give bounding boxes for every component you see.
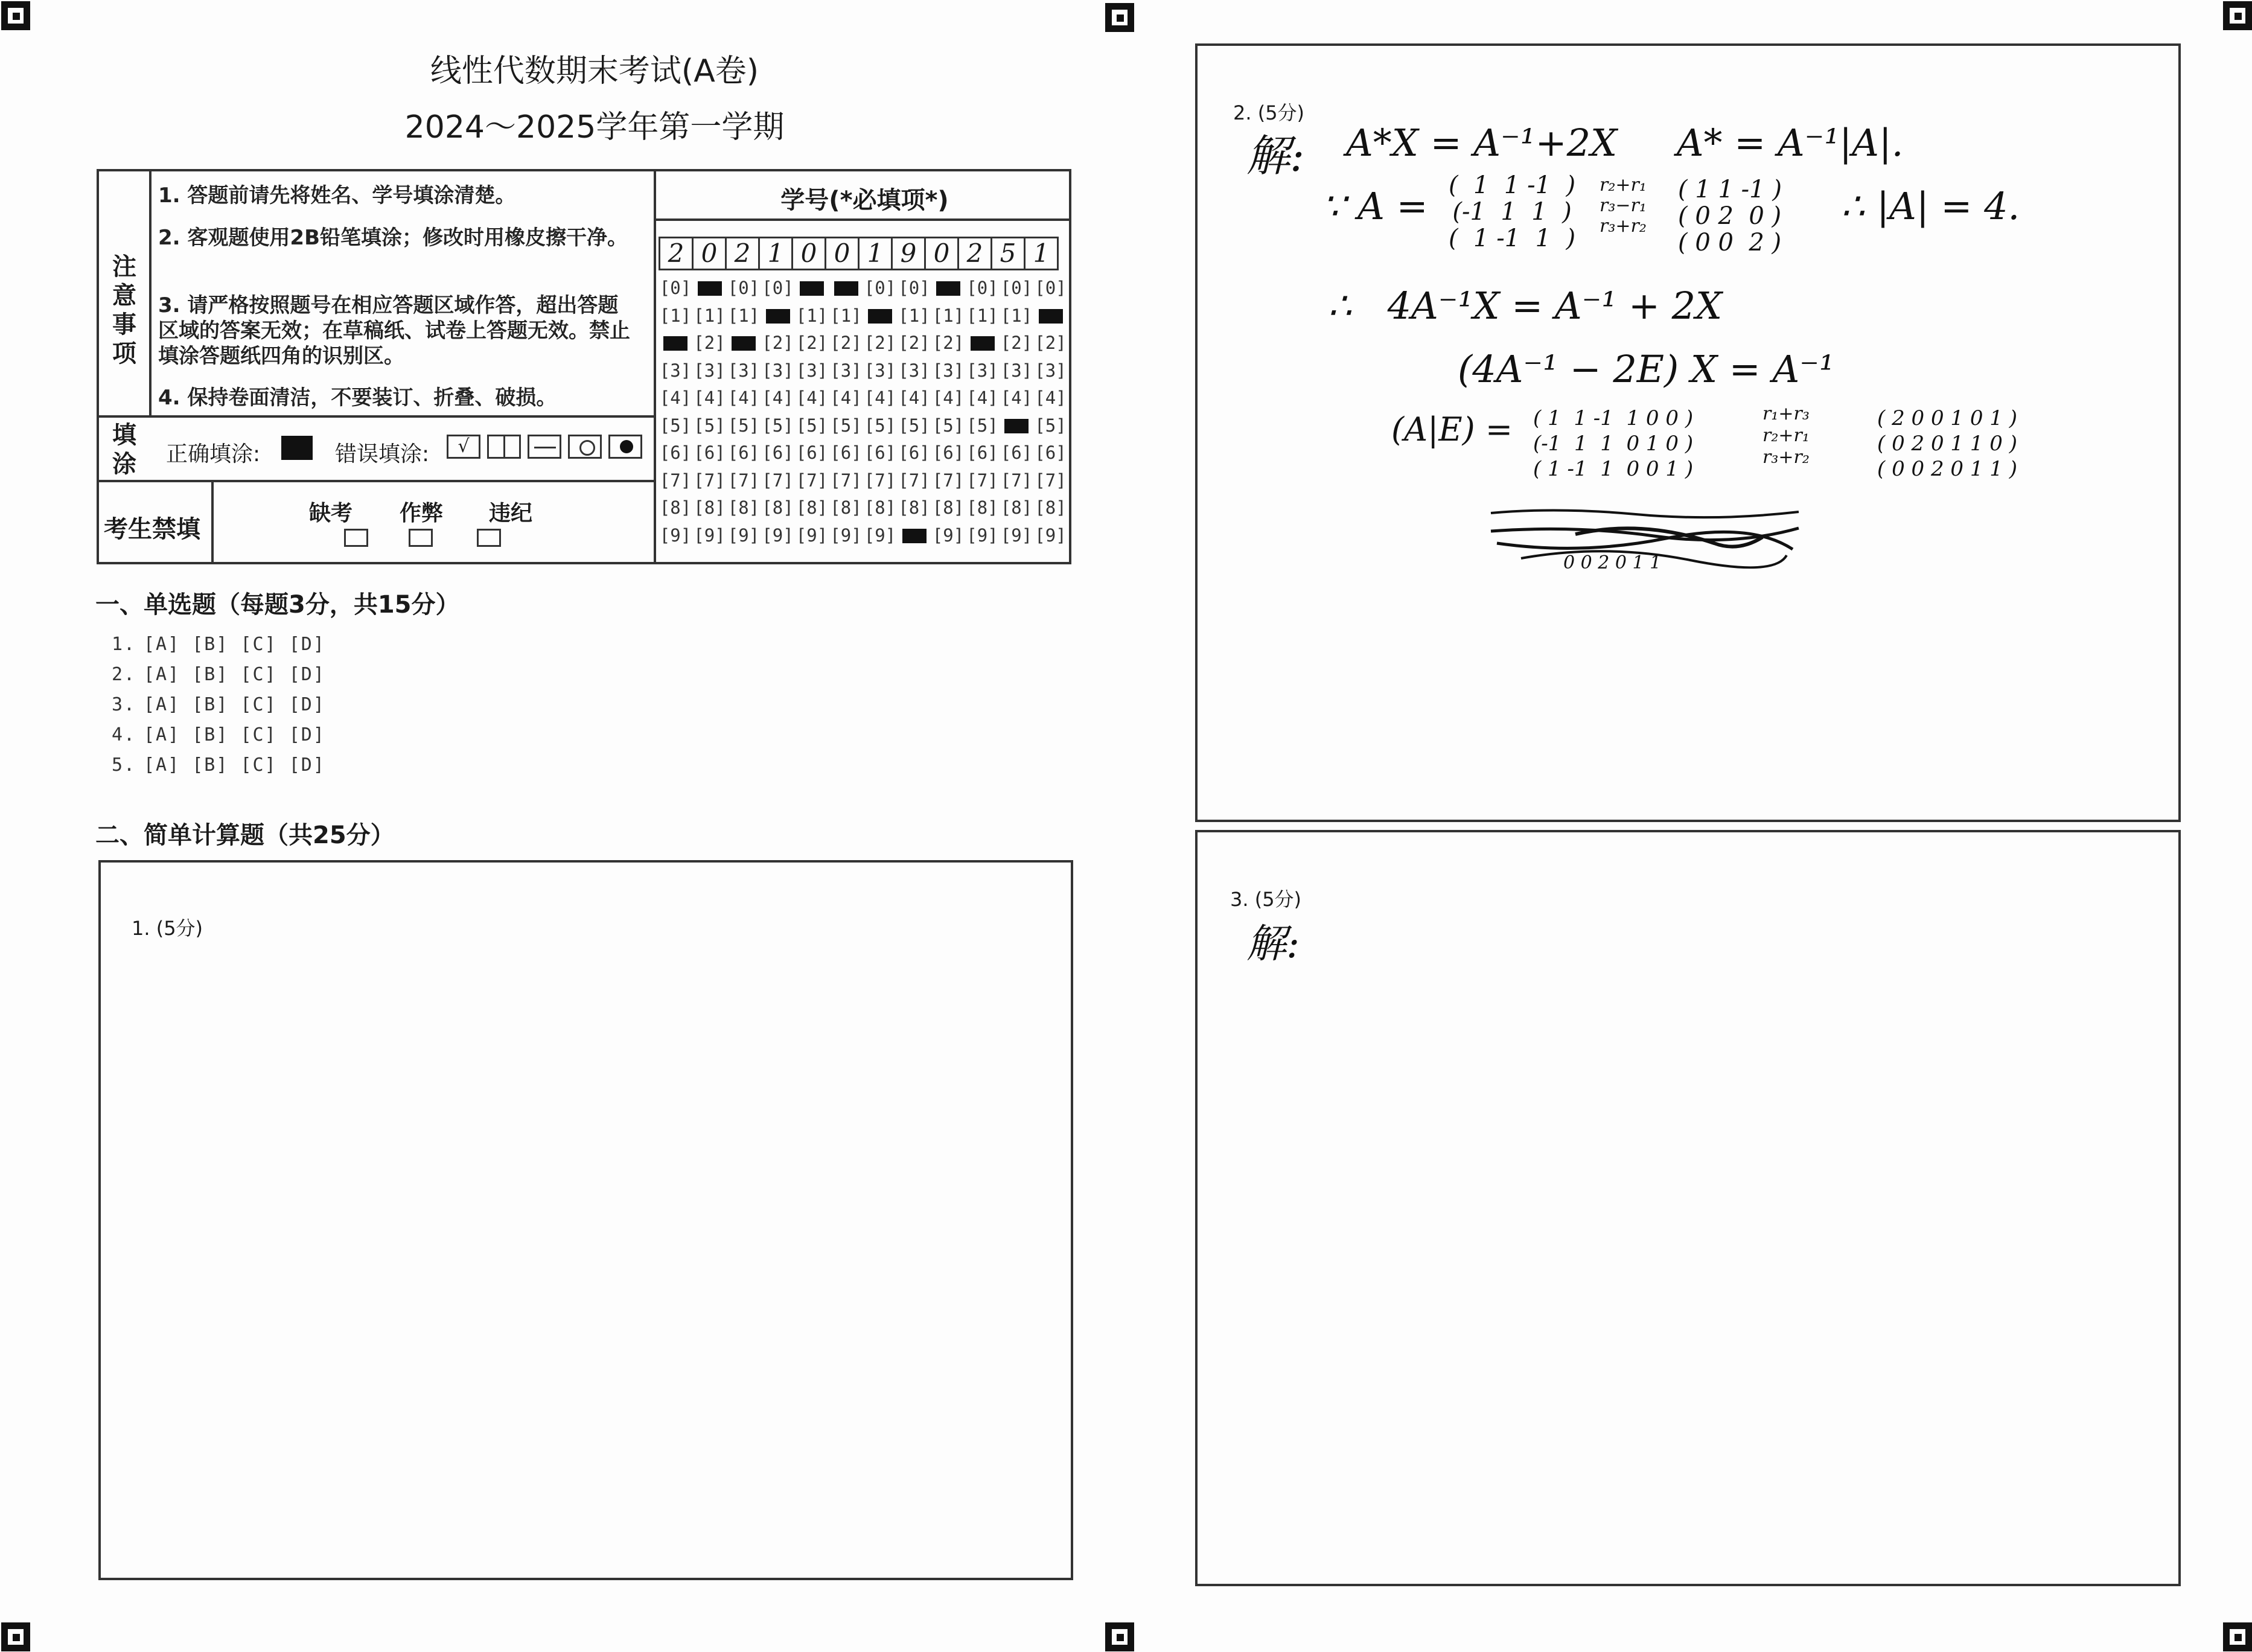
id-bubble[interactable]: [7] [1000, 470, 1033, 491]
notice-item-4: 4. 保持卷面清洁，不要装订、折叠、破损。 [158, 386, 557, 410]
id-bubble[interactable]: [7] [694, 470, 726, 491]
student-id-digit: 1 [1026, 238, 1059, 269]
id-bubble[interactable] [727, 333, 761, 353]
id-bubble[interactable]: [5] [796, 415, 828, 436]
id-bubble[interactable] [829, 278, 863, 298]
id-bubble[interactable]: [8] [898, 497, 930, 518]
id-bubble[interactable]: [0] [1000, 278, 1033, 298]
id-bubble[interactable]: [3] [727, 360, 760, 381]
mcq-options[interactable]: [A] [B] [C] [D] [144, 694, 325, 715]
id-bubble[interactable]: [5] [830, 415, 862, 436]
id-bubble[interactable]: [1] [932, 305, 965, 326]
prohibited-heading: 考生禁填 [104, 515, 200, 543]
id-bubble[interactable]: [5] [966, 415, 998, 436]
id-bubble[interactable]: [0] [1035, 278, 1067, 298]
mcq-number: 3. [112, 694, 136, 715]
id-bubble[interactable] [659, 333, 692, 353]
id-bubble[interactable]: [1] [796, 305, 828, 326]
id-bubble[interactable]: [7] [864, 470, 896, 491]
id-bubble[interactable]: [9] [659, 525, 692, 546]
q2-hw-row-ops-1: r₂+r₁ r₃−r₁ r₃+r₂ [1600, 174, 1647, 237]
id-bubble[interactable]: [9] [762, 525, 794, 546]
id-bubble[interactable]: [6] [864, 442, 896, 463]
id-bubble[interactable]: [4] [898, 387, 930, 408]
id-bubble[interactable]: [8] [796, 497, 828, 518]
correct-fill-sample [281, 436, 313, 460]
corner-marker-bottom-right [2223, 1622, 2252, 1651]
student-id-heading: 学号(*必填项*) [780, 187, 949, 214]
id-bubble[interactable]: [8] [932, 497, 965, 518]
q3-solution-mark: 解: [1246, 920, 1300, 967]
id-bubble[interactable]: [9] [1035, 525, 1067, 546]
id-bubble[interactable]: [0] [762, 278, 794, 298]
check-mark-sample: √ [447, 435, 480, 459]
id-bubble[interactable]: [5] [898, 415, 930, 436]
id-bubble[interactable] [1034, 305, 1068, 326]
id-bubble[interactable]: [4] [727, 387, 760, 408]
correct-fill-label: 正确填涂: [166, 442, 261, 467]
absent-checkbox[interactable] [344, 529, 368, 547]
mcq-number: 1. [112, 634, 136, 655]
student-id-digit: 0 [793, 238, 826, 269]
id-bubble[interactable]: [3] [932, 360, 965, 381]
id-bubble[interactable]: [5] [762, 415, 794, 436]
dot-sample [608, 435, 642, 459]
student-id-digit: 2 [959, 238, 992, 269]
notice-item-2: 2. 客观题使用2B铅笔填涂；修改时用橡皮擦干净。 [158, 226, 628, 250]
id-bubble[interactable]: [1] [830, 305, 862, 326]
id-bubble[interactable]: [8] [966, 497, 998, 518]
id-bubble[interactable]: [6] [932, 442, 965, 463]
id-bubble[interactable]: [9] [796, 525, 828, 546]
student-id-digit: 2 [727, 238, 760, 269]
notice-heading: 注 意 事 项 [112, 253, 136, 368]
id-bubble[interactable]: [4] [932, 387, 965, 408]
id-bubble[interactable]: [8] [864, 497, 896, 518]
section2-title: 二、简单计算题（共25分） [95, 821, 395, 849]
student-id-digit: 2 [660, 238, 694, 269]
corner-marker-bottom-center [1105, 1622, 1134, 1651]
id-bubble[interactable] [966, 333, 1000, 353]
id-bubble[interactable]: [3] [966, 360, 998, 381]
id-bubble[interactable]: [6] [796, 442, 828, 463]
id-bubble[interactable]: [6] [830, 442, 862, 463]
id-bubble[interactable]: [8] [1035, 497, 1067, 518]
id-bubble[interactable]: [8] [762, 497, 794, 518]
mcq-number: 2. [112, 664, 136, 685]
q2-hw-matrix-a: ( 1 1 -1 ) (-1 1 1 ) ( 1 -1 1 ) [1449, 171, 1576, 252]
id-bubble[interactable]: [1] [727, 305, 760, 326]
q2-hw-row-ops-2: r₁+r₃ r₂+r₁ r₃+r₂ [1762, 403, 1810, 468]
id-bubble[interactable]: [4] [966, 387, 998, 408]
id-bubble[interactable]: [3] [864, 360, 896, 381]
id-bubble[interactable]: [6] [898, 442, 930, 463]
id-bubble[interactable]: [6] [966, 442, 998, 463]
q2-solution-mark: 解: [1246, 130, 1305, 181]
mcq-options[interactable]: [A] [B] [C] [D] [144, 664, 325, 685]
id-bubble[interactable]: [9] [864, 525, 896, 546]
id-bubble[interactable]: [5] [694, 415, 726, 436]
id-bubble[interactable]: [4] [830, 387, 862, 408]
id-bubble[interactable]: [2] [1000, 333, 1033, 353]
q2-hw-matrix-reduced: ( 1 1 -1 ) ( 0 2 0 ) ( 0 0 2 ) [1678, 176, 1782, 257]
q1-label: 1. (5分) [132, 917, 203, 940]
id-bubble[interactable]: [3] [1035, 360, 1067, 381]
id-bubble[interactable]: [7] [796, 470, 828, 491]
id-bubble[interactable]: [7] [966, 470, 998, 491]
student-id-digit: 0 [926, 238, 959, 269]
student-id-digit: 1 [760, 238, 793, 269]
mcq-options[interactable]: [A] [B] [C] [D] [144, 754, 325, 776]
svg-text:0 0 2 0 1 1: 0 0 2 0 1 1 [1563, 552, 1662, 573]
exam-term: 2024～2025学年第一学期 [404, 109, 785, 145]
fill-heading: 填 涂 [112, 421, 136, 478]
id-bubble[interactable]: [6] [762, 442, 794, 463]
corner-marker-top-right [2223, 1, 2252, 30]
student-id-digit: 5 [992, 238, 1026, 269]
id-bubble[interactable]: [1] [694, 305, 726, 326]
q2-hw-line-2: ∵ A = [1322, 184, 1428, 228]
exam-title: 线性代数期末考试(A卷) [430, 53, 759, 89]
id-bubble[interactable]: [6] [727, 442, 760, 463]
q2-hw-augmented-matrix: ( 1 1 -1 1 0 0 ) (-1 1 1 0 1 0 ) ( 1 -1 1 0 0 1 ) [1533, 406, 1694, 481]
id-bubble[interactable]: [8] [659, 497, 692, 518]
cheating-checkbox[interactable] [409, 529, 433, 547]
id-bubble[interactable]: [5] [1035, 415, 1067, 436]
cheating-label: 作弊 [400, 501, 444, 526]
id-bubble[interactable]: [4] [1000, 387, 1033, 408]
id-bubble[interactable]: [2] [796, 333, 828, 353]
id-bubble[interactable]: [6] [659, 442, 692, 463]
id-bubble[interactable]: [5] [932, 415, 965, 436]
mcq-options[interactable]: [A] [B] [C] [D] [144, 724, 325, 745]
id-bubble[interactable]: [1] [898, 305, 930, 326]
id-bubble[interactable]: [2] [864, 333, 896, 353]
id-bubble[interactable]: [5] [727, 415, 760, 436]
id-bubble[interactable]: [2] [694, 333, 726, 353]
id-bubble[interactable]: [7] [830, 470, 862, 491]
student-id-bubble-grid [659, 278, 1069, 555]
id-bubble[interactable]: [6] [1000, 442, 1033, 463]
id-bubble[interactable]: [7] [762, 470, 794, 491]
id-bubble[interactable]: [3] [762, 360, 794, 381]
mcq-number: 4. [112, 724, 136, 745]
id-bubble[interactable]: [1] [966, 305, 998, 326]
corner-marker-top-left [1, 1, 30, 30]
id-bubble[interactable] [693, 278, 727, 298]
id-bubble[interactable]: [0] [864, 278, 896, 298]
absent-label: 缺考 [309, 501, 353, 526]
q2-hw-line-1: A*X = A⁻¹+2X A* = A⁻¹|A|. [1346, 121, 1904, 165]
id-bubble[interactable]: [9] [694, 525, 726, 546]
id-bubble[interactable]: [5] [659, 415, 692, 436]
id-bubble[interactable]: [2] [762, 333, 794, 353]
mcq-number: 5. [112, 754, 136, 776]
id-bubble[interactable]: [3] [1000, 360, 1033, 381]
id-bubble[interactable]: [7] [932, 470, 965, 491]
id-bubble[interactable]: [8] [727, 497, 760, 518]
id-bubble[interactable]: [9] [966, 525, 998, 546]
id-bubble[interactable]: [4] [796, 387, 828, 408]
wrong-fill-label: 错误填涂: [335, 442, 430, 467]
q2-hw-det: ∴ |A| = 4. [1841, 184, 2020, 228]
id-bubble[interactable]: [0] [659, 278, 692, 298]
id-bubble[interactable]: [2] [830, 333, 862, 353]
id-bubble[interactable]: [3] [830, 360, 862, 381]
student-id-digits [659, 237, 1059, 270]
id-bubble[interactable] [931, 278, 965, 298]
id-bubble[interactable]: [4] [694, 387, 726, 408]
notice-item-3: 3. 请严格按照题号在相应答题区域作答，超出答题区域的答案无效；在草稿纸、试卷上答题无效。禁止填涂答题纸四角的识别区。 [158, 293, 630, 368]
corner-marker-top-center [1105, 3, 1134, 32]
id-bubble[interactable]: [0] [966, 278, 998, 298]
id-bubble[interactable]: [5] [864, 415, 896, 436]
q3-answer-box[interactable] [1195, 830, 2181, 1586]
id-bubble[interactable]: [3] [898, 360, 930, 381]
id-bubble[interactable]: [7] [659, 470, 692, 491]
student-id-digit: 9 [893, 238, 926, 269]
id-bubble[interactable]: [7] [898, 470, 930, 491]
violation-label: 违纪 [489, 501, 533, 526]
id-bubble[interactable]: [2] [1035, 333, 1067, 353]
id-bubble[interactable]: [4] [659, 387, 692, 408]
q3-label: 3. (5分) [1230, 888, 1302, 911]
id-bubble[interactable]: [9] [932, 525, 965, 546]
q2-hw-line-3: ∴ 4A⁻¹X = A⁻¹ + 2X [1328, 284, 1723, 328]
q2-hw-line-4: (4A⁻¹ − 2E) X = A⁻¹ [1458, 347, 1834, 391]
id-bubble[interactable] [1000, 415, 1033, 436]
q2-hw-result-matrix: ( 2 0 0 1 0 1 ) ( 0 2 0 1 1 0 ) ( 0 0 2 0 1 1 ) [1877, 406, 2017, 481]
id-bubble[interactable]: [9] [830, 525, 862, 546]
id-bubble[interactable]: [8] [830, 497, 862, 518]
vertical-line-sample [487, 435, 521, 459]
id-bubble[interactable]: [7] [1035, 470, 1067, 491]
notice-item-1: 1. 答题前请先将姓名、学号填涂清楚。 [158, 183, 516, 208]
id-bubble[interactable]: [1] [1000, 305, 1033, 326]
id-bubble[interactable]: [6] [694, 442, 726, 463]
id-bubble[interactable]: [4] [1035, 387, 1067, 408]
id-bubble[interactable]: [9] [727, 525, 760, 546]
id-bubble[interactable]: [4] [864, 387, 896, 408]
q2-hw-augmented-label: (A|E) = [1391, 410, 1513, 448]
wrong-fill-samples [447, 435, 646, 459]
circle-sample [568, 435, 602, 459]
violation-checkbox[interactable] [477, 529, 501, 547]
corner-marker-bottom-left [1, 1622, 30, 1651]
id-bubble[interactable] [898, 525, 931, 546]
q1-answer-box[interactable] [98, 860, 1073, 1580]
id-bubble[interactable] [795, 278, 829, 298]
id-bubble[interactable]: [2] [898, 333, 930, 353]
id-bubble[interactable]: [4] [762, 387, 794, 408]
horizontal-line-sample [528, 435, 561, 459]
q2-label: 2. (5分) [1233, 101, 1305, 124]
id-bubble[interactable] [761, 305, 795, 326]
student-id-digit: 0 [694, 238, 727, 269]
id-bubble[interactable] [863, 305, 897, 326]
id-bubble[interactable]: [6] [1035, 442, 1067, 463]
id-bubble[interactable]: [1] [659, 305, 692, 326]
id-bubble[interactable]: [7] [727, 470, 760, 491]
id-bubble[interactable]: [0] [727, 278, 760, 298]
id-bubble[interactable]: [9] [1000, 525, 1033, 546]
id-bubble[interactable]: [3] [694, 360, 726, 381]
student-id-digit: 0 [826, 238, 860, 269]
id-bubble[interactable]: [8] [1000, 497, 1033, 518]
id-bubble[interactable]: [8] [694, 497, 726, 518]
id-bubble[interactable]: [0] [898, 278, 930, 298]
id-bubble[interactable]: [3] [796, 360, 828, 381]
q2-crossed-out-work [1485, 501, 1805, 573]
section1-title: 一、单选题（每题3分，共15分） [95, 591, 460, 619]
id-bubble[interactable]: [2] [932, 333, 965, 353]
mcq-options[interactable]: [A] [B] [C] [D] [144, 634, 325, 655]
student-id-digit: 1 [860, 238, 893, 269]
id-bubble[interactable]: [3] [659, 360, 692, 381]
